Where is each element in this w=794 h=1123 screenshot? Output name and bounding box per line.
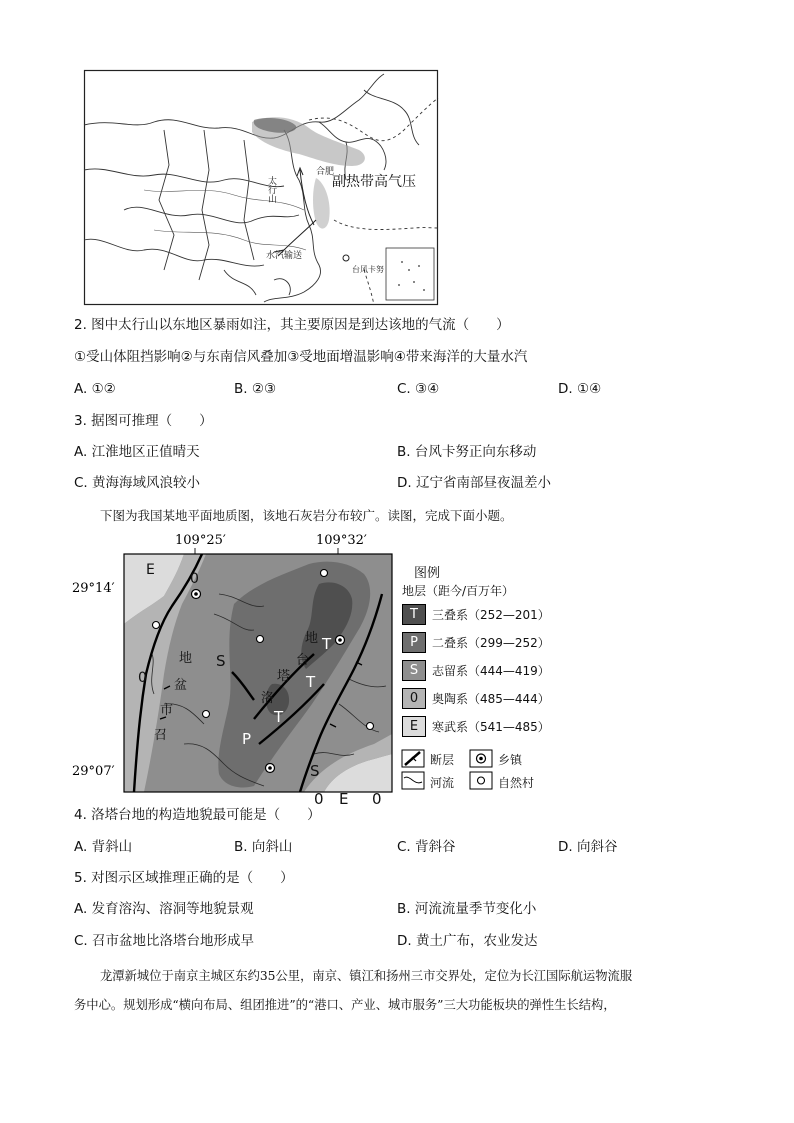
q2-option-a[interactable]: A. ①② [74, 381, 116, 397]
q5-stem: 5. 对图示区域推理正确的是（ ） [74, 870, 294, 886]
weather-map-svg [84, 70, 438, 305]
legend-label: 奥陶系（485—444） [432, 692, 550, 706]
q5-option-c[interactable]: C. 召市盆地比洛塔台地形成早 [74, 933, 255, 949]
legend-label: 二叠系（299—252） [432, 636, 550, 650]
q3-option-b[interactable]: B. 台风卡努正向东移动 [397, 444, 537, 460]
q5-option-b[interactable]: B. 河流流量季节变化小 [397, 901, 537, 917]
label-s-2: S [310, 762, 320, 780]
legend-swatch: S [402, 660, 426, 681]
label-o: 0 [190, 571, 199, 587]
legend-title: 图例 [414, 566, 441, 581]
lat-label-2: 29°07′ [72, 764, 115, 779]
q2-option-d[interactable]: D. ①④ [558, 381, 602, 397]
geology-map-svg [70, 528, 400, 808]
legend-fault: 断层 [430, 753, 455, 767]
label-taihang: 太行山 [266, 176, 276, 203]
luo-char-1: 洛 [261, 691, 275, 706]
label-typhoon: 台风卡努 [352, 265, 384, 274]
intro-longtan-line1: 龙潭新城位于南京主城区东约35公里，南京、镇江和扬州三市交界处，定位为长江国际航运物流服 [100, 969, 633, 983]
label-t-3: T [274, 708, 284, 726]
label-e: E [146, 562, 155, 578]
legend-swatch: P [402, 632, 426, 653]
legend-label: 寒武系（541—485） [432, 720, 550, 734]
label-p: P [242, 730, 252, 748]
geology-map [70, 528, 400, 808]
q4-stem: 4. 洛塔台地的构造地貌最可能是（ ） [74, 807, 321, 823]
q5-option-d[interactable]: D. 黄土广布，农业发达 [397, 933, 538, 949]
q4-option-c[interactable]: C. 背斜谷 [397, 839, 456, 855]
label-s: S [216, 652, 226, 670]
label-t-2: T [306, 673, 316, 691]
luo-char-3: 台 [296, 653, 310, 668]
luo-char-4: 地 [305, 631, 319, 646]
weather-map [84, 70, 438, 305]
intro-geology-map: 下图为我国某地平面地质图，该地石灰岩分布较广。读图，完成下面小题。 [100, 508, 513, 523]
legend-river: 河流 [430, 776, 455, 790]
legend-symbols [400, 748, 560, 793]
q2-option-b[interactable]: B. ②③ [234, 381, 277, 397]
legend-swatch: 0 [402, 688, 426, 709]
legend-town: 乡镇 [498, 753, 523, 767]
q2-stem: 2. 图中太行山以东地区暴雨如注，其主要原因是到达该地的气流（ ） [74, 317, 510, 333]
legend-swatch: E [402, 716, 426, 737]
q5-option-a[interactable]: A. 发育溶沟、溶洞等地貌景观 [74, 901, 254, 917]
legend-swatch: T [402, 604, 426, 625]
q4-option-b[interactable]: B. 向斜山 [234, 839, 293, 855]
label-t: T [322, 635, 332, 653]
label-city: 合肥 [316, 167, 335, 177]
intro-longtan-line2: 务中心。规划形成“横向布局、组团推进”的“港口、产业、城市服务”三大功能板块的弹性生长结构， [74, 998, 616, 1012]
zhao-char-4: 地 [179, 651, 193, 666]
q3-option-d[interactable]: D. 辽宁省南部昼夜温差小 [397, 475, 551, 491]
legend-label: 三叠系（252—201） [432, 608, 550, 622]
zhao-char-1: 召 [154, 728, 168, 743]
zhao-char-2: 市 [160, 703, 174, 718]
lon-label-1: 109°25′ [175, 533, 226, 548]
legend-village: 自然村 [498, 776, 535, 790]
q4-option-d[interactable]: D. 向斜谷 [558, 839, 618, 855]
label-subtropical-high: 副热带高气压 [332, 174, 416, 190]
legend-subtitle: 地层（距今/百万年） [402, 584, 515, 598]
map-legend [400, 562, 560, 797]
label-o-2: 0 [138, 670, 147, 686]
luo-char-2: 塔 [277, 669, 291, 684]
q3-stem: 3. 据图可推理（ ） [74, 413, 213, 429]
q2-statements: ①受山体阻挡影响②与东南信风叠加③受地面增温影响④带来海洋的大量水汽 [74, 349, 528, 365]
legend-label: 志留系（444—419） [432, 664, 550, 678]
lon-label-2: 109°32′ [316, 533, 367, 548]
q3-option-c[interactable]: C. 黄海海域风浪较小 [74, 475, 201, 491]
label-o-3: 0 [314, 790, 324, 808]
zhao-char-3: 盆 [174, 678, 188, 693]
lat-label-1: 29°14′ [72, 581, 115, 596]
label-vapor: 水汽输送 [266, 251, 303, 261]
q4-option-a[interactable]: A. 背斜山 [74, 839, 133, 855]
q2-option-c[interactable]: C. ③④ [397, 381, 440, 397]
label-e-2: E [339, 790, 349, 808]
label-o-4: 0 [372, 790, 382, 808]
q3-option-a[interactable]: A. 江淮地区正值晴天 [74, 444, 200, 460]
